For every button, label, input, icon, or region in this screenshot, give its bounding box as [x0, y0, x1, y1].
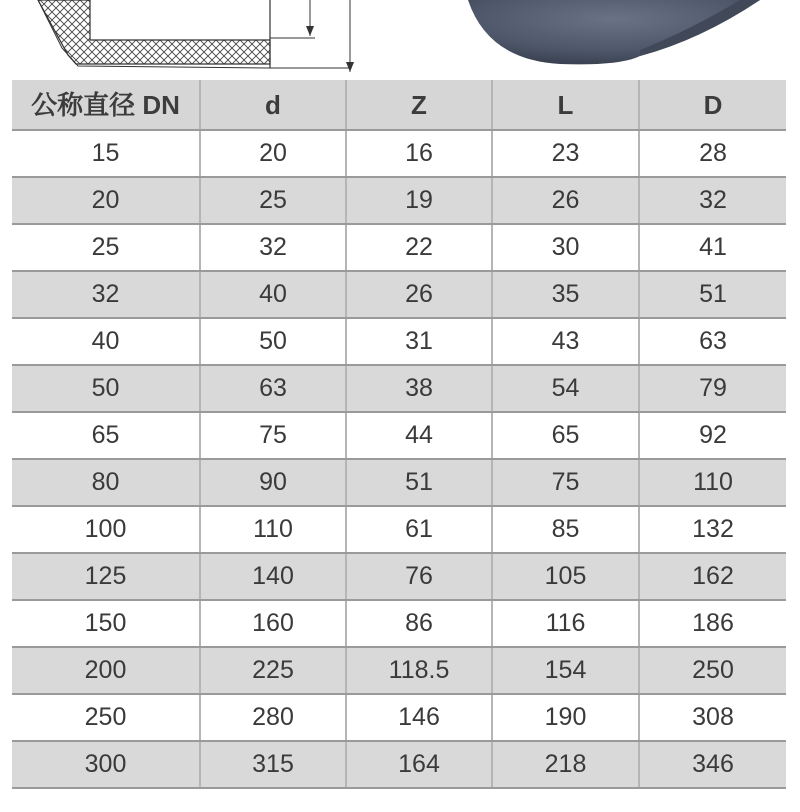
table-row [12, 271, 786, 318]
cell-d: 63 [200, 365, 346, 412]
cell-dn: 65 [12, 412, 200, 459]
cell-l: 65 [492, 412, 639, 459]
cell-outer-d: 92 [639, 412, 786, 459]
cell-outer-d: 110 [639, 459, 786, 506]
table-row [12, 459, 786, 506]
cell-d: 32 [200, 224, 346, 271]
cell-l: 105 [492, 553, 639, 600]
header-outer-d: D [639, 80, 786, 130]
cell-outer-d: 51 [639, 271, 786, 318]
table-row [12, 741, 786, 788]
table-row [12, 177, 786, 224]
cell-z: 26 [346, 271, 492, 318]
table-row [12, 553, 786, 600]
cell-z: 164 [346, 741, 492, 788]
cell-dn: 20 [12, 177, 200, 224]
cell-outer-d: 32 [639, 177, 786, 224]
table-row [12, 647, 786, 694]
cell-d: 50 [200, 318, 346, 365]
cell-d: 315 [200, 741, 346, 788]
cell-l: 54 [492, 365, 639, 412]
header-d: d [200, 80, 346, 130]
table-row [12, 224, 786, 271]
table-row [12, 412, 786, 459]
cell-z: 86 [346, 600, 492, 647]
cell-z: 51 [346, 459, 492, 506]
cell-z: 146 [346, 694, 492, 741]
cell-d: 90 [200, 459, 346, 506]
cell-l: 23 [492, 130, 639, 177]
cell-z: 38 [346, 365, 492, 412]
cell-dn: 100 [12, 506, 200, 553]
cell-dn: 125 [12, 553, 200, 600]
cell-outer-d: 63 [639, 318, 786, 365]
cell-l: 30 [492, 224, 639, 271]
cell-d: 20 [200, 130, 346, 177]
cell-l: 35 [492, 271, 639, 318]
dimension-lines [306, 0, 354, 72]
cell-d: 25 [200, 177, 346, 224]
cell-z: 22 [346, 224, 492, 271]
cell-z: 76 [346, 553, 492, 600]
table-row [12, 506, 786, 553]
cell-z: 19 [346, 177, 492, 224]
cell-d: 140 [200, 553, 346, 600]
table-header-row [12, 80, 786, 130]
cell-z: 16 [346, 130, 492, 177]
cell-l: 85 [492, 506, 639, 553]
cell-d: 225 [200, 647, 346, 694]
cell-outer-d: 41 [639, 224, 786, 271]
cell-l: 26 [492, 177, 639, 224]
cell-dn: 300 [12, 741, 200, 788]
cell-dn: 200 [12, 647, 200, 694]
cell-outer-d: 162 [639, 553, 786, 600]
cell-dn: 32 [12, 271, 200, 318]
cell-dn: 250 [12, 694, 200, 741]
cell-l: 190 [492, 694, 639, 741]
header-z: Z [346, 80, 492, 130]
cell-dn: 150 [12, 600, 200, 647]
header-l: L [492, 80, 639, 130]
cell-outer-d: 79 [639, 365, 786, 412]
cell-d: 110 [200, 506, 346, 553]
table-row [12, 365, 786, 412]
header-nominal-diameter: 公称直径 DN [12, 80, 200, 130]
cell-outer-d: 28 [639, 130, 786, 177]
cell-dn: 25 [12, 224, 200, 271]
cell-l: 116 [492, 600, 639, 647]
cell-outer-d: 186 [639, 600, 786, 647]
spec-table [12, 80, 786, 789]
drawing-strip [0, 0, 800, 80]
cell-z: 118.5 [346, 647, 492, 694]
cell-l: 43 [492, 318, 639, 365]
table-row [12, 694, 786, 741]
table-row [12, 130, 786, 177]
cell-outer-d: 346 [639, 741, 786, 788]
cell-outer-d: 308 [639, 694, 786, 741]
cell-z: 44 [346, 412, 492, 459]
cell-l: 75 [492, 459, 639, 506]
cell-outer-d: 250 [639, 647, 786, 694]
cell-d: 75 [200, 412, 346, 459]
cross-section-drawing [38, 0, 350, 68]
cell-dn: 40 [12, 318, 200, 365]
cell-d: 40 [200, 271, 346, 318]
cell-outer-d: 132 [639, 506, 786, 553]
table-row [12, 318, 786, 365]
cell-z: 61 [346, 506, 492, 553]
cell-d: 160 [200, 600, 346, 647]
cell-dn: 80 [12, 459, 200, 506]
product-photo [468, 0, 760, 64]
cell-z: 31 [346, 318, 492, 365]
cell-l: 218 [492, 741, 639, 788]
cell-d: 280 [200, 694, 346, 741]
cell-dn: 50 [12, 365, 200, 412]
table-row [12, 600, 786, 647]
cell-l: 154 [492, 647, 639, 694]
cell-dn: 15 [12, 130, 200, 177]
